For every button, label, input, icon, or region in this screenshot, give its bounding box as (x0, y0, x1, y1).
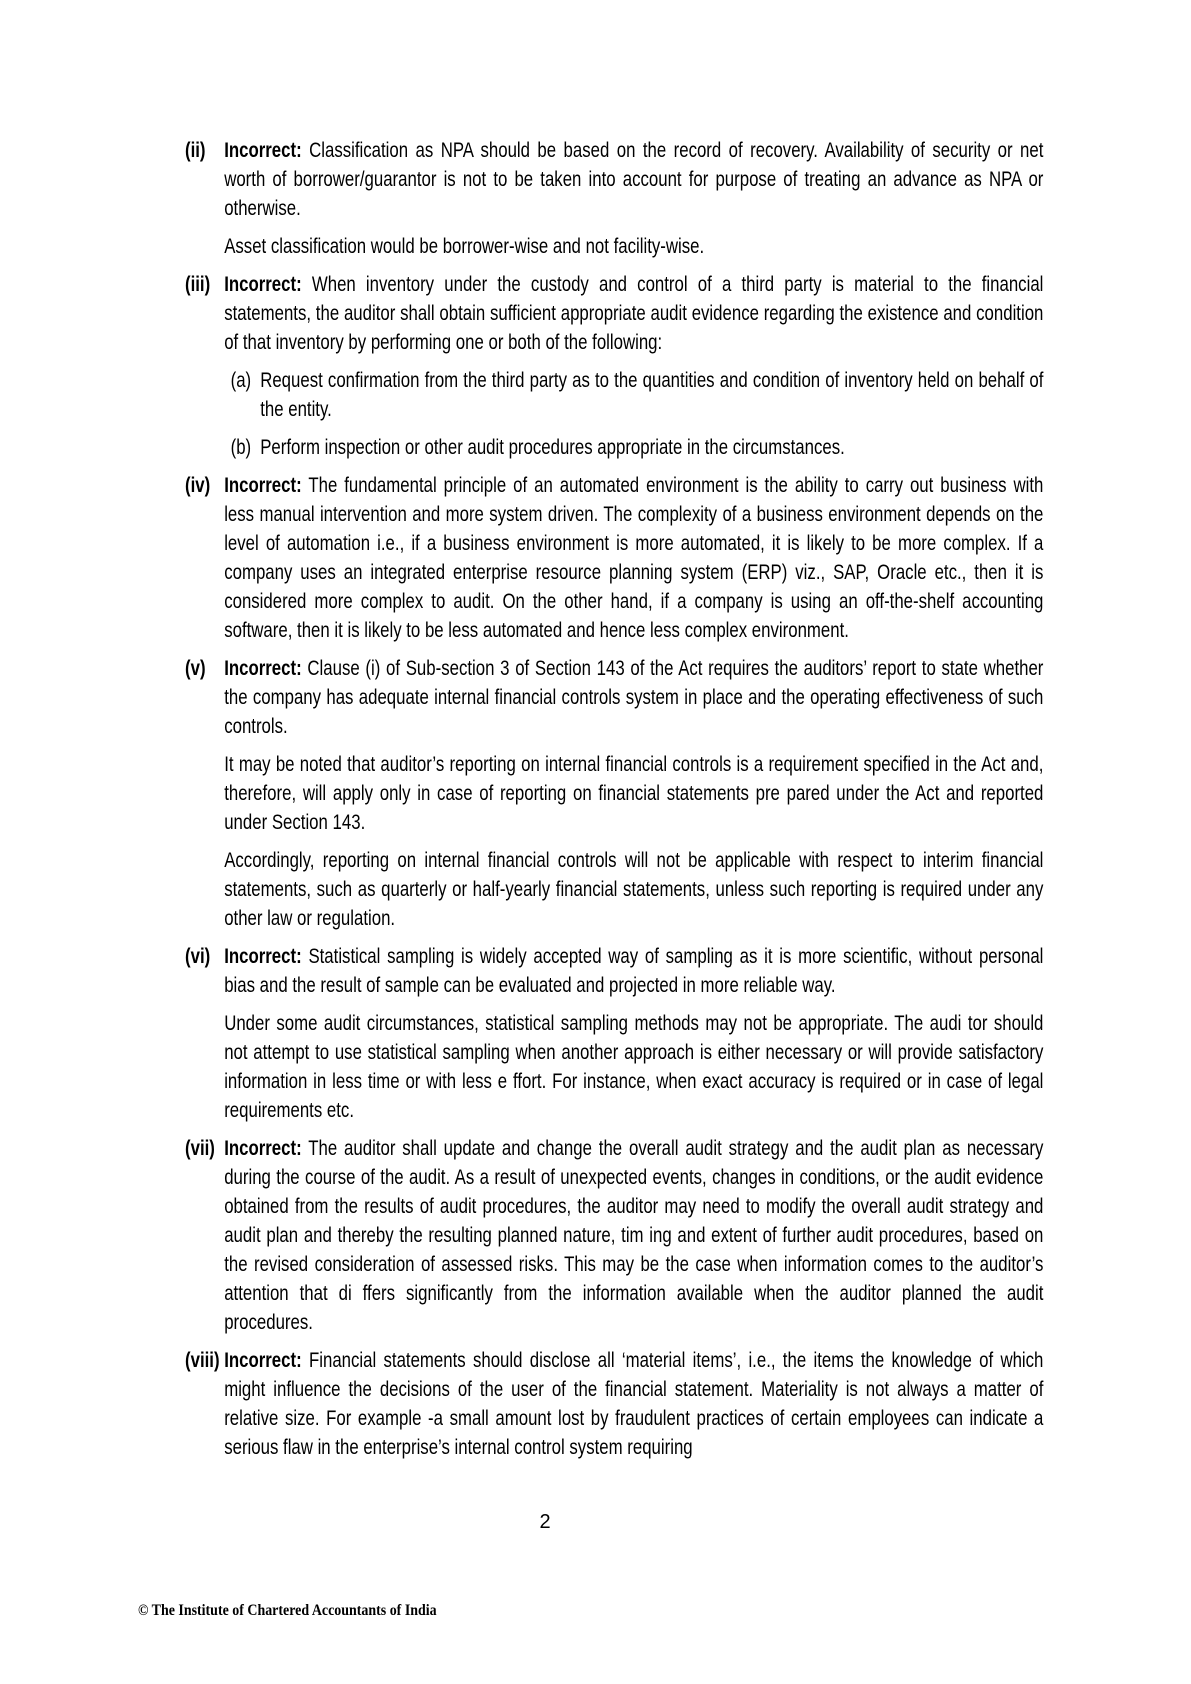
item-label: (iv) (185, 474, 211, 497)
item-body (224, 270, 1043, 471)
item-lead-paragraph (224, 1346, 1043, 1462)
item-body (224, 654, 1043, 942)
item-body (224, 471, 1043, 654)
incorrect-label: Incorrect: (224, 273, 302, 296)
copyright-footer: © The Institute of Chartered Accountants of India (138, 1602, 437, 1619)
item-lead-paragraph (224, 1134, 1043, 1337)
item-label: (v) (185, 657, 206, 680)
list-item (185, 1346, 1043, 1471)
item-lead-text: Clause (i) of Sub-section 3 of Section 143 of the Act requires the auditors’ report to state whether the company has adequate internal financial controls system in place and the operating effectiveness of such controls. (224, 657, 1044, 738)
item-label: (iii) (185, 273, 211, 296)
sub-list-item (231, 433, 1044, 471)
item-label: (viii) (185, 1349, 220, 1372)
list-item (185, 136, 1043, 270)
item-lead-text: The fundamental principle of an automated environment is the ability to carry out business with less manual intervention and more system driven. The complexity of a business environment depends on the level of automation i.e., if a business environment is more automated, it is likely to be more complex. If a company uses an integrated enterprise resource planning system (ERP) viz., SAP, Oracle etc., then it is considered more complex to audit. On the other hand, if a company is using an off-the-shelf accounting software, then it is likely to be less automated and hence less complex environment. (224, 474, 1044, 642)
sub-item-label: (b) (230, 436, 252, 459)
list-item (185, 1134, 1043, 1346)
sub-item-text: Request confirmation from the third party as to the quantities and condition of inventory held on behalf of the entity. (260, 369, 1044, 421)
sub-item-text: Perform inspection or other audit procedures appropriate in the circumstances. (260, 436, 845, 459)
item-lead-paragraph (224, 136, 1043, 223)
item-paragraph: Asset classification would be borrower-wise and not facility-wise. (224, 235, 705, 258)
incorrect-label: Incorrect: (224, 474, 302, 497)
item-lead-text: Statistical sampling is widely accepted way of sampling as it is more scientific, without personal bias and the result of sample can be evaluated and projected in more reliable way. (224, 945, 1044, 997)
item-lead-paragraph (224, 654, 1043, 741)
item-lead-paragraph (224, 942, 1043, 1000)
item-paragraph: Under some audit circumstances, statistical sampling methods may not be appropriate. The audi tor should not attempt to use statistical sampling when another approach is either necessary or will provide satisfactory information in less time or with less e ffort. For instance, when exact accuracy is required or in case of legal requirements etc. (224, 1012, 1044, 1122)
incorrect-label: Incorrect: (224, 1349, 302, 1372)
incorrect-label: Incorrect: (224, 657, 302, 680)
item-label: (vii) (185, 1137, 215, 1160)
item-body (224, 136, 1043, 270)
item-lead-text: Financial statements should disclose all ‘material items’, i.e., the items the knowledge of which might influence the decisions of the user of the financial statement. Materiality is not always a matter of relative size. For example -a small amount lost by fraudulent practices of certain employees can indicate a serious flaw in the enterprise’s internal control system requiring (224, 1349, 1044, 1459)
item-label: (ii) (185, 139, 206, 162)
list-item (185, 942, 1043, 1134)
item-paragraph: It may be noted that auditor’s reporting on internal financial controls is a requirement specified in the Act and, therefore, will apply only in case of reporting on financial statements pre pared under the Act and reported under Section 143. (224, 753, 1044, 834)
list-item (185, 270, 1043, 471)
incorrect-label: Incorrect: (224, 945, 302, 968)
list-item (185, 471, 1043, 654)
sub-item-label: (a) (230, 369, 252, 392)
item-body (224, 1134, 1043, 1346)
page-number: 2 (539, 1511, 551, 1533)
item-lead-text: The auditor shall update and change the overall audit strategy and the audit plan as necessary during the course of the audit. As a result of unexpected events, changes in conditions, or the audit evidence obtained from the results of audit procedures, the auditor may need to modify the overall audit strategy and audit plan and thereby the resulting planned nature, tim ing and extent of further audit procedures, based on the revised consideration of assessed risks. This may be the case when information comes to the auditor’s attention that di ffers significantly from the information available when the auditor planned the audit procedures. (224, 1137, 1044, 1334)
list-item (185, 654, 1043, 942)
item-lead-text: Classification as NPA should be based on the record of recovery. Availability of security or net worth of borrower/guarantor is not to be taken into account for purpose of treating an advance as NPA or otherwise. (224, 139, 1044, 220)
incorrect-label: Incorrect: (224, 139, 302, 162)
item-lead-paragraph (224, 471, 1043, 645)
sub-list-item (231, 366, 1044, 433)
item-body (224, 1346, 1043, 1471)
answer-list (185, 136, 1043, 1471)
item-label: (vi) (185, 945, 211, 968)
item-body (224, 942, 1043, 1134)
item-paragraph: Accordingly, reporting on internal financial controls will not be applicable with respect to interim financial statements, such as quarterly or half-yearly financial statements, unless such reporting is required under any other law or regulation. (224, 849, 1044, 930)
incorrect-label: Incorrect: (224, 1137, 302, 1160)
item-lead-text: When inventory under the custody and control of a third party is material to the financial statements, the auditor shall obtain sufficient appropriate audit evidence regarding the existence and condition of that inventory by performing one or both of the following: (224, 273, 1044, 354)
item-lead-paragraph (224, 270, 1043, 357)
